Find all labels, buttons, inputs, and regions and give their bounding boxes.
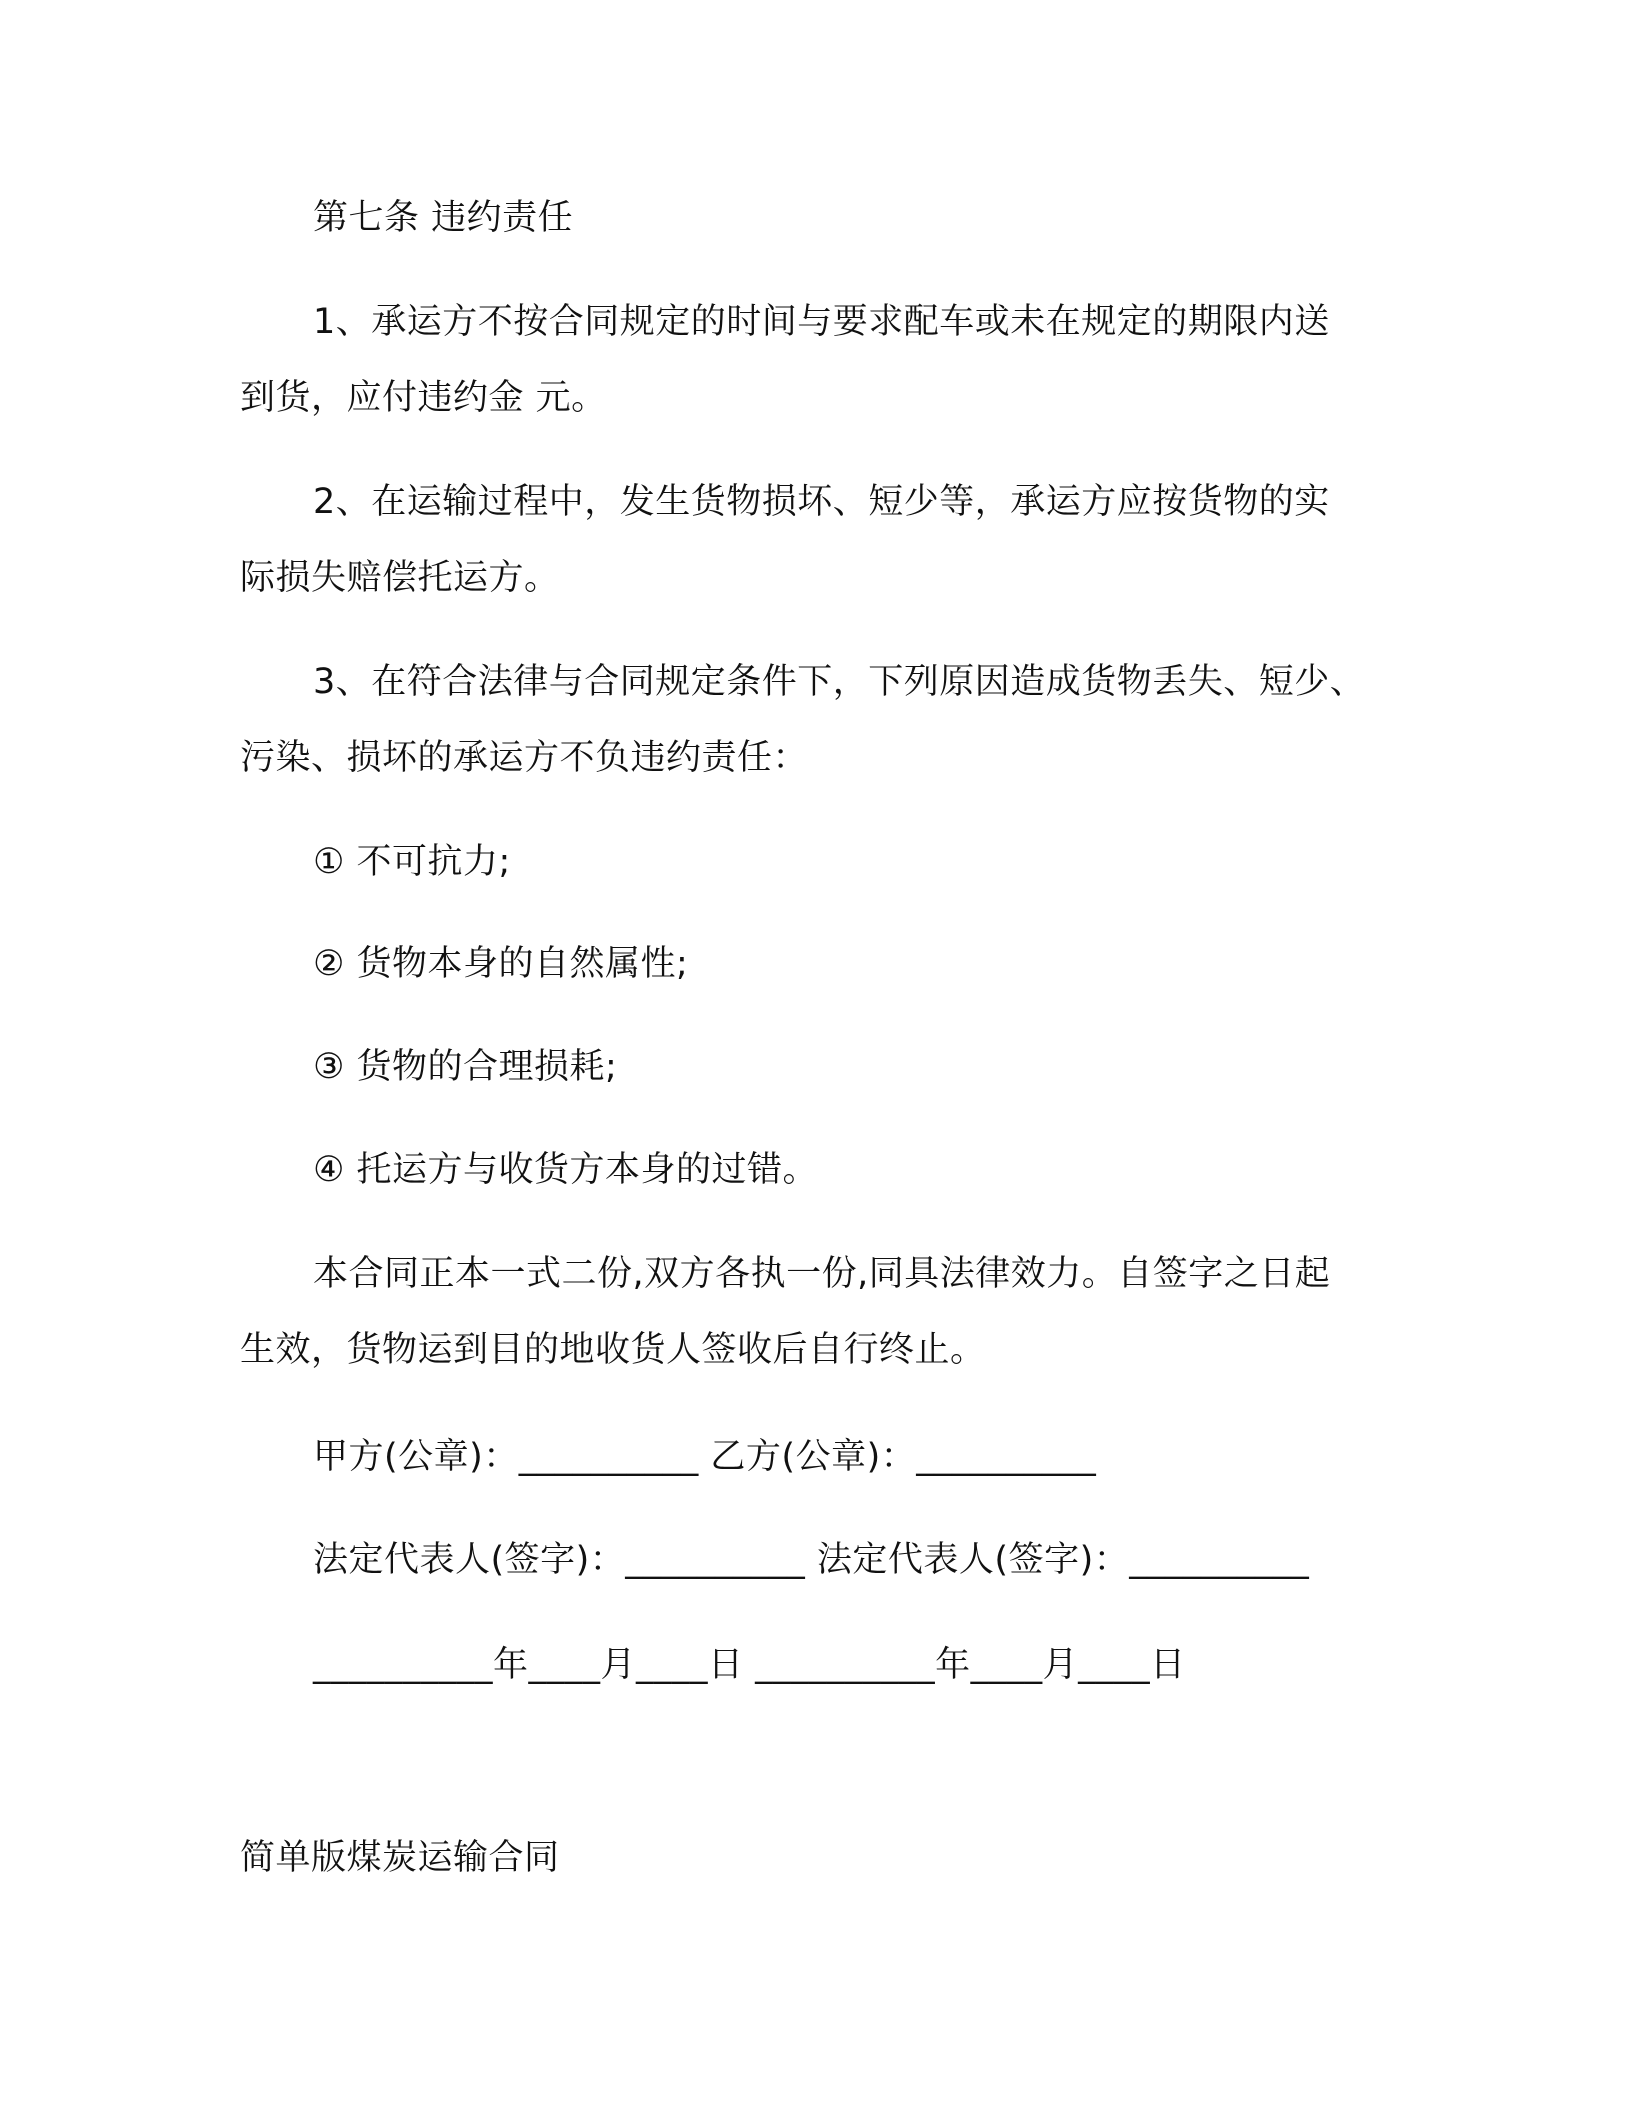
exemption-item-1: ① 不可抗力; [313, 842, 511, 882]
date-line: __________年____月____日 __________年____月____日 [313, 1645, 1186, 1685]
clause-1-line-1: 1、承运方不按合同规定的时间与要求配车或未在规定的期限内送 [313, 302, 1330, 342]
clause-3-line-2: 污染、损坏的承运方不负违约责任： [240, 738, 809, 778]
seal-signature-line: 甲方(公章)：__________ 乙方(公章)：__________ [313, 1437, 1097, 1477]
clause-1-line-2: 到货，应付违约金 元。 [240, 378, 607, 418]
article-heading: 第七条 违约责任 [313, 198, 574, 238]
representative-signature-line: 法定代表人(签字)：__________ 法定代表人(签字)：__________ [313, 1540, 1310, 1580]
clause-2-line-1: 2、在运输过程中，发生货物损坏、短少等，承运方应按货物的实 [313, 482, 1330, 522]
exemption-item-4: ④ 托运方与收货方本身的过错。 [313, 1150, 819, 1190]
clause-3-line-1: 3、在符合法律与合同规定条件下，下列原因造成货物丢失、短少、 [313, 662, 1366, 702]
next-document-title: 简单版煤炭运输合同 [240, 1838, 560, 1878]
closing-line-1: 本合同正本一式二份,双方各执一份,同具法律效力。自签字之日起 [313, 1254, 1331, 1294]
closing-line-2: 生效，货物运到目的地收货人签收后自行终止。 [240, 1330, 986, 1370]
exemption-item-2: ② 货物本身的自然属性; [313, 944, 689, 984]
exemption-item-3: ③ 货物的合理损耗; [313, 1047, 618, 1087]
clause-2-line-2: 际损失赔偿托运方。 [240, 558, 560, 598]
